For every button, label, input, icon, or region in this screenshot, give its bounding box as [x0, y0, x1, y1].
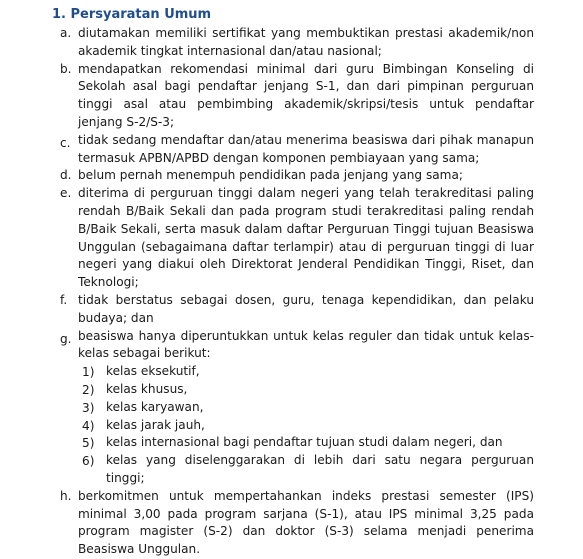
sub-list-item — [82, 399, 534, 417]
sub-item-text: kelas yang diselenggarakan di lebih dari satu negara perguruan tinggi; — [106, 453, 534, 485]
list-item-c — [60, 132, 534, 168]
sub-item-marker: 4) — [82, 418, 95, 433]
item-marker: d. — [60, 168, 72, 183]
item-text: berkomitmen untuk mempertahankan indeks prestasi semester (IPS) minimal 3,00 pada program sarjana (S-1), atau IPS minimal 3,25 pada program magister (S-2) dan doktor (S-3) selama menjadi penerima Beasiswa Unggulan. — [78, 488, 534, 557]
sub-list-item — [82, 417, 534, 435]
item-text: mendapatkan rekomendasi minimal dari guru Bimbingan Konseling di Sekolah asal bagi pendaftar jenjang S-1, dan dari pimpinan perguruan tinggi asal atau pembimbing akademik/skripsi/tesis untuk pendaftar jenjang S-2/S-3; — [78, 61, 534, 129]
item-marker: b. — [60, 61, 72, 76]
sub-item-text: kelas eksekutif, — [106, 364, 200, 379]
item-text: belum pernah menempuh pendidikan pada jenjang yang sama; — [78, 168, 463, 183]
item-text: tidak berstatus sebagai dosen, guru, tenaga kependidikan, dan pelaku budaya; dan — [78, 292, 534, 325]
item-text: diutamakan memiliki sertifikat yang membuktikan prestasi akademik/non akademik tingkat internasional dan/atau nasional; — [78, 26, 534, 58]
item-text: beasiswa hanya diperuntukkan untuk kelas reguler dan tidak untuk kelas-kelas sebagai berikut: — [78, 328, 534, 361]
sub-item-marker: 6) — [82, 454, 95, 469]
item-marker: h. — [60, 488, 72, 503]
sub-list-item — [82, 381, 534, 399]
item-text: diterima di perguruan tinggi dalam negeri yang telah terakreditasi paling rendah B/Baik Sekali dan pada program studi terakreditasi paling rendah B/Baik Sekali, serta masuk dalam daftar Perguruan Tinggi tujuan Beasiswa Unggulan (sebagaimana daftar terlampir) atau di perguruan tinggi di luar negeri yang diakui oleh Direktorat Jenderal Pendidikan Tinggi, Riset, dan Teknologi; — [78, 186, 534, 290]
sub-item-marker: 1) — [82, 365, 95, 380]
sub-list-item — [82, 434, 534, 452]
list-item-b — [60, 61, 534, 132]
item-marker: e. — [60, 186, 72, 201]
sub-item-marker: 3) — [82, 400, 95, 415]
sub-item-text: kelas jarak jauh, — [106, 417, 205, 432]
section-title: 1. Persyaratan Umum — [52, 7, 212, 22]
item-marker: a. — [60, 26, 72, 40]
list-item-e — [60, 185, 534, 292]
list-item-d — [60, 167, 534, 185]
list-item-g — [60, 328, 534, 488]
item-marker: f. — [60, 292, 68, 307]
sub-list-item — [82, 452, 534, 488]
list-item-f — [60, 292, 534, 328]
item-marker: g. — [60, 331, 72, 346]
requirements-list — [60, 25, 534, 559]
sub-item-text: kelas karyawan, — [106, 399, 204, 414]
sub-list-item — [82, 363, 534, 381]
list-item-h — [60, 488, 534, 559]
list-item-a — [60, 25, 534, 61]
sub-item-text: kelas internasional bagi pendaftar tujuan studi dalam negeri, dan — [106, 435, 503, 450]
item-text: tidak sedang mendaftar dan/atau menerima beasiswa dari pihak manapun termasuk APBN/APBD dengan komponen pembiayaan yang sama; — [78, 132, 534, 165]
sub-item-marker: 5) — [82, 436, 95, 451]
sub-list — [78, 363, 534, 488]
sub-item-marker: 2) — [82, 382, 95, 397]
sub-item-text: kelas khusus, — [106, 381, 188, 396]
item-marker: c. — [60, 135, 71, 150]
